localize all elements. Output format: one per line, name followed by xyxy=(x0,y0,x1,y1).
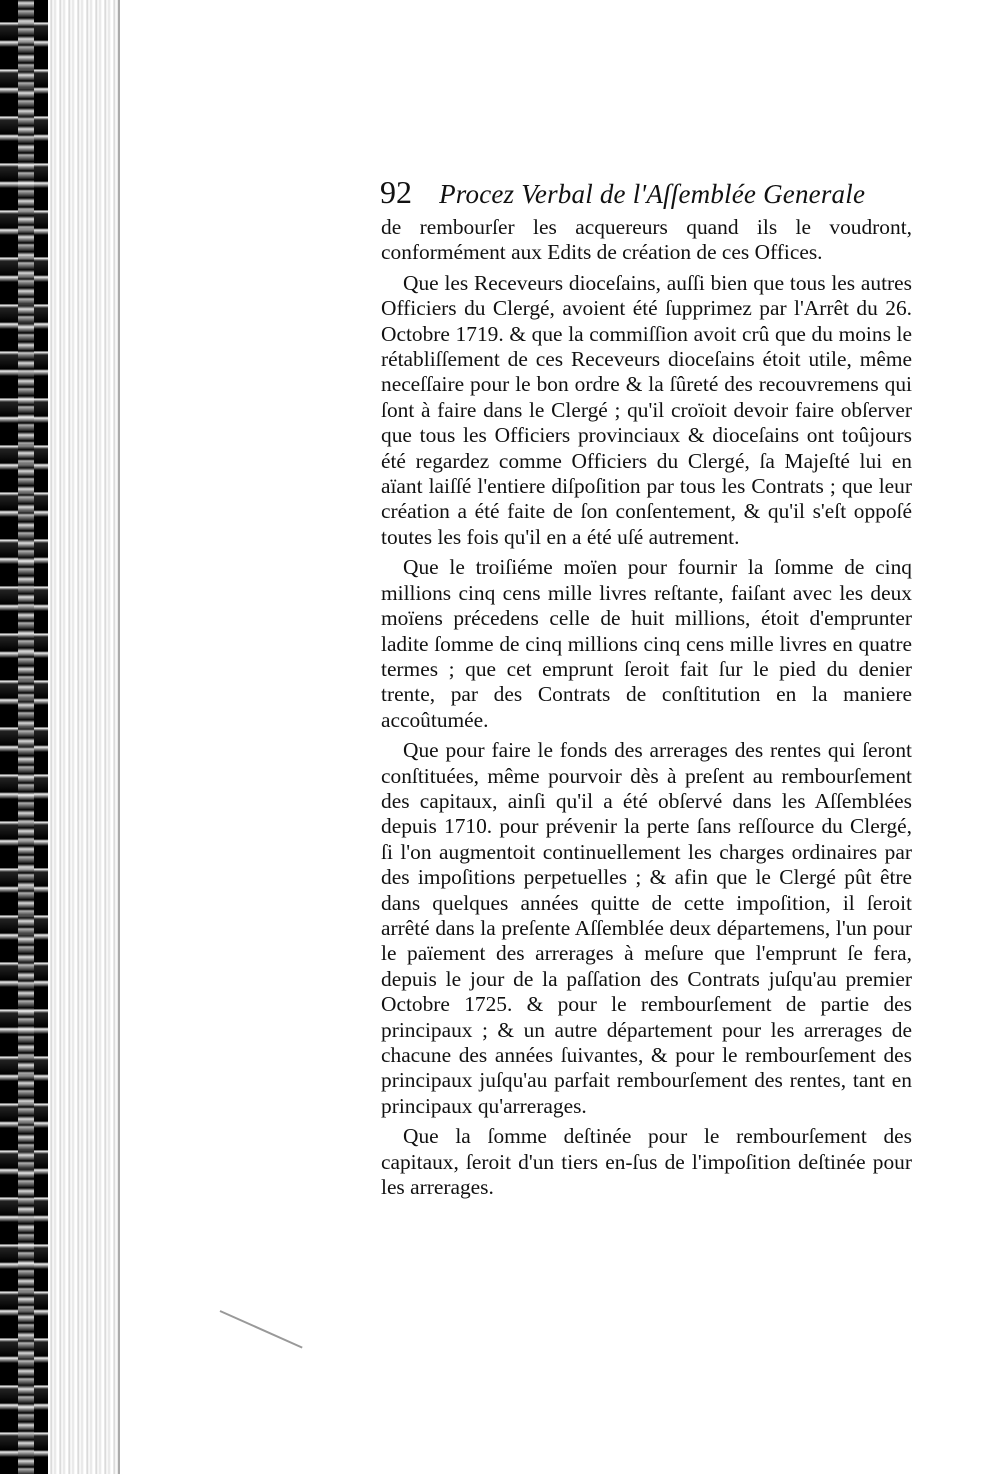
paragraph: de rembourſer les acquereurs quand ils le voudront, conformément aux Edits de création de ces Offices. xyxy=(381,215,912,265)
pencil-mark xyxy=(220,1310,303,1348)
binding-texture xyxy=(18,0,34,1474)
paragraph: Que les Receveurs dioceſains, auſſi bien que tous les autres Officiers du Clergé, avoient été ſupprimez par l'Arrêt du 26. Octobre 1719. & que la commiſſion avoit crû que du moins le rétabliſſement de ces Receveurs dioceſains étoit utile, même neceſſaire pour le bon ordre & la ſûreté des recouvremens qui ſont à faire dans le Clergé ; qu'il croïoit devoir faire obſerver que tous les Officiers provinciaux & dioceſains ont toûjours été regardez comme Officiers du Clergé, ſa Majeſté lui en aïant laiſſé l'entiere diſpoſition par tous les Contrats ; que leur création a été faite de ſon conſentement, & qu'il s'eſt oppoſé toutes les fois qu'il en a été uſé autrement. xyxy=(381,270,912,549)
page-header xyxy=(380,174,900,214)
paragraph: Que le troiſiéme moïen pour fournir la ſomme de cinq millions cinq cens mille livres reſtante, faiſant avec les deux moïens précedens celle de huit millions, étoit d'emprunter ladite ſomme de cinq millions cinq cens mille livres en quatre termes ; que cet emprunt ſeroit fait ſur le pied du denier trente, par des Contrats de conſtitution en la maniere accoûtumée. xyxy=(381,555,912,732)
book-binding-gutter xyxy=(0,0,48,1474)
running-title: Procez Verbal de l'Aſſemblée Generale xyxy=(439,179,866,209)
body-text xyxy=(381,215,912,1205)
page-edges xyxy=(48,0,120,1474)
paragraph: Que la ſomme deſtinée pour le rembourſement des capitaux, ſeroit d'un tiers en-ſus de l'impoſition deſtinée pour les arrerages. xyxy=(381,1124,912,1200)
paragraph: Que pour faire le fonds des arrerages des rentes qui ſeront conſtituées, même pourvoir dès à preſent au rembourſement des capitaux, ainſi qu'il a été obſervé dans les Aſſemblées depuis 1710. pour prévenir la perte ſans reſſource du Clergé, ſi l'on augmentoit continuellement les charges ordinaires par des impoſitions perpetuelles ; & afin que le Clergé pût être dans quelques années quitte de cette impoſition, il ſeroit arrêté dans la preſente Aſſemblée deux départemens, l'un pour le païement des arrerages à meſure que l'emprunt ſe fera, depuis le jour de la paſſation des Contrats juſqu'au premier Octobre 1725. & pour le rembourſement de partie des principaux ; & un autre département pour les arrerages de chacune des années ſuivantes, & pour le rembourſement des principaux juſqu'au parfait rembourſement des rentes, tant en principaux qu'arrerages. xyxy=(381,738,912,1118)
page-number: 92 xyxy=(380,174,412,210)
